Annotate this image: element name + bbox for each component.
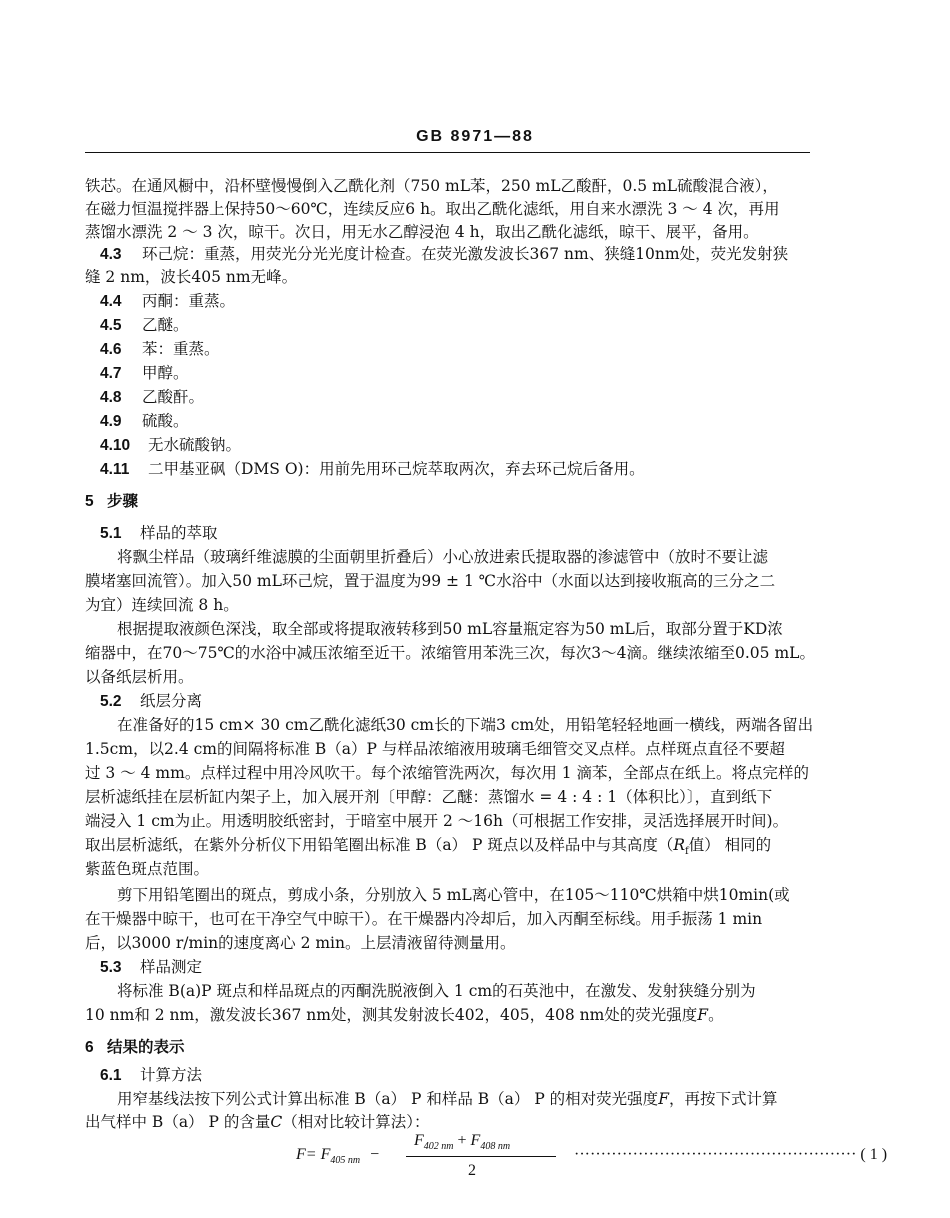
subsection-number: 6.1 xyxy=(100,1067,122,1084)
leader-dots: ····················································· xyxy=(574,1146,857,1163)
item-text: 无水硫酸钠。 xyxy=(148,436,242,454)
section-title: 结果的表示 xyxy=(107,1038,185,1056)
item-text: 环己烷：重蒸，用荧光分光光度计检查。在荧光激发波长367 nm、狭缝10nm处，荧光发射狭 xyxy=(142,245,789,263)
text-run: 出气样中 B（a） P 的含量 xyxy=(85,1113,271,1131)
subsection-6-1-heading xyxy=(100,1064,202,1087)
header-divider xyxy=(85,152,810,153)
item-number: 4.11 xyxy=(100,461,130,478)
paragraph-line: 层析滤纸挂在层析缸内架子上，加入展开剂〔甲醇：乙醚：蒸馏水 = 4 : 4 : 1（体积比）〕，直到纸下 xyxy=(85,788,773,806)
text-run: 10 nm和 2 nm，激发波长367 nm处，测其发射波长402，405，408 nm处的荧光强度 xyxy=(85,1006,698,1024)
item-4-7 xyxy=(100,362,189,385)
formula-subscript: 408 nm xyxy=(480,1141,511,1153)
item-number: 4.9 xyxy=(100,413,122,430)
formula-symbol: F xyxy=(470,1132,481,1149)
paragraph-line: 紫蓝色斑点范围。 xyxy=(85,860,210,878)
section-number: 6 xyxy=(85,1039,94,1056)
section-6-heading xyxy=(85,1036,185,1059)
formula-lhs xyxy=(296,1146,379,1166)
item-number: 4.4 xyxy=(100,293,122,310)
subsection-title: 样品测定 xyxy=(140,958,203,976)
subsection-5-2-heading xyxy=(100,690,202,713)
item-number: 4.5 xyxy=(100,317,122,334)
item-number: 4.3 xyxy=(100,246,122,263)
formula-subscript: 405 nm xyxy=(330,1155,361,1167)
item-4-10 xyxy=(100,434,241,457)
item-number: 4.10 xyxy=(100,437,131,454)
section-title: 步骤 xyxy=(107,492,139,510)
subsection-title: 样品的萃取 xyxy=(140,524,218,542)
paragraph-line: 在磁力恒温搅拌器上保持50～60℃，连续反应6 h。取出乙酰化滤纸，用自来水漂洗 3 ～ 4 次，再用 xyxy=(85,200,780,218)
item-4-8 xyxy=(100,386,204,409)
item-4-4 xyxy=(100,290,235,313)
text-run: 。 xyxy=(708,1006,724,1024)
page-header-standard-code: GB 8971—88 xyxy=(416,128,534,145)
text-run: 取出层析滤纸，在紫外分析仪下用铅笔圈出标准 B（a） P 斑点以及样品中与其高度（ xyxy=(85,836,674,854)
paragraph-line: 铁芯。在通风橱中，沿杯壁慢慢倒入乙酰化剂（750 mL苯，250 mL乙酸酐，0.5 mL硫酸混合液）， xyxy=(85,177,778,195)
paragraph-line: 过 3 ～ 4 mm。点样过程中用冷风吹干。每个浓缩管洗两次，每次用 1 滴苯，全部点在纸上。将点完样的 xyxy=(85,764,810,782)
item-text: 乙酸酐。 xyxy=(142,388,205,406)
subsection-title: 纸层分离 xyxy=(140,692,203,710)
item-text: 丙酮：重蒸。 xyxy=(142,292,236,310)
item-4-11 xyxy=(100,458,645,481)
paragraph-line: 将飘尘样品（玻璃纤维滤膜的尘面朝里折叠后）小心放进索氏提取器的渗滤管中（放时不要让滤 xyxy=(117,548,769,566)
item-text: 甲醇。 xyxy=(142,364,189,382)
paragraph-line: 在干燥器中晾干，也可在干净空气中晾干）。在干燥器内冷却后，加入丙酮至标线。用手振荡 1 min xyxy=(85,910,763,928)
text-run: 值） 相同的 xyxy=(688,836,772,854)
formula-symbol: F= F xyxy=(296,1146,331,1163)
section-5-heading xyxy=(85,490,138,513)
formula-1 xyxy=(296,1132,888,1192)
item-4-5 xyxy=(100,314,189,337)
text-run: ，再按下式计算 xyxy=(668,1090,778,1108)
paragraph-line: 缩器中，在70～75℃的水浴中减压浓缩至近干。浓缩管用苯洗三次，每次3～4滴。继续浓缩至0.05 mL。 xyxy=(85,644,815,662)
paragraph-line: 剪下用铅笔圈出的斑点，剪成小条，分别放入 5 mL离心管中，在105～110℃烘箱中烘10min(或 xyxy=(117,886,790,904)
formula-minus: − xyxy=(370,1146,380,1163)
item-number: 4.8 xyxy=(100,389,122,406)
item-number: 4.6 xyxy=(100,341,122,358)
math-subscript: f xyxy=(685,846,689,858)
item-number: 4.7 xyxy=(100,365,122,382)
subsection-number: 5.3 xyxy=(100,959,122,976)
subsection-title: 计算方法 xyxy=(140,1066,203,1084)
paragraph-line: 1.5cm，以2.4 cm的间隔将标准 B（a）P 与样品浓缩液用玻璃毛细管交叉点样。点样斑点直径不要超 xyxy=(85,740,785,758)
paragraph-line: 在准备好的15 cm× 30 cm乙酰化滤纸30 cm长的下端3 cm处，用铅笔轻轻地画一横线，两端各留出 xyxy=(117,716,814,734)
paragraph-line: 以备纸层析用。 xyxy=(85,668,194,686)
section-number: 5 xyxy=(85,493,94,510)
math-symbol: R xyxy=(673,836,686,854)
paragraph-line xyxy=(117,1088,777,1110)
formula-symbol: F xyxy=(414,1132,424,1149)
item-4-9 xyxy=(100,410,189,433)
subsection-5-3-heading xyxy=(100,956,202,979)
formula-subscript: 402 nm xyxy=(423,1141,454,1153)
paragraph-line: 根据提取液颜色深浅，取全部或将提取液转移到50 mL容量瓶定容为50 mL后，取部分置于KD浓 xyxy=(117,620,783,638)
paragraph-line: 为宜）连续回流 8 h。 xyxy=(85,596,239,614)
item-text: 乙醚。 xyxy=(142,316,189,334)
formula-plus: + xyxy=(453,1132,471,1149)
formula-numerator xyxy=(414,1132,510,1152)
formula-denominator: 2 xyxy=(468,1162,476,1179)
math-symbol: C xyxy=(270,1113,283,1131)
paragraph-line: 将标准 B(a)P 斑点和样品斑点的丙酮洗脱液倒入 1 cm的石英池中，在激发、发射狭缝分别为 xyxy=(117,982,756,1000)
paragraph-line: 膜堵塞回流管）。加入50 mL环己烷，置于温度为99 ± 1 ℃水浴中（水面以达到接收瓶高的三分之二 xyxy=(85,572,776,590)
paragraph-line: 端浸入 1 cm为止。用透明胶纸密封，于暗室中展开 2 ～16h（可根据工作安排，灵活选择展开时间)。 xyxy=(85,812,789,830)
paragraph-line xyxy=(85,1111,429,1133)
item-4-6 xyxy=(100,338,220,361)
text-run: （相对比较计算法）： xyxy=(282,1113,430,1131)
item-4-3 xyxy=(100,243,788,266)
paragraph-line: 缝 2 nm，波长405 nm无峰。 xyxy=(85,268,298,286)
math-symbol: F xyxy=(658,1090,669,1108)
item-text: 硫酸。 xyxy=(142,412,189,430)
subsection-5-1-heading xyxy=(100,522,218,545)
paragraph-line: 蒸馏水漂洗 2 ～ 3 次，晾干。次日，用无水乙醇浸泡 4 h，取出乙酰化滤纸，晾干、展平，备用。 xyxy=(85,223,759,241)
formula-label: ( 1 ) xyxy=(860,1146,888,1163)
fraction-bar xyxy=(406,1156,556,1157)
paragraph-line xyxy=(85,1004,724,1026)
paragraph-line: 后，以3000 r/min的速度离心 2 min。上层清液留待测量用。 xyxy=(85,934,516,952)
math-symbol: F xyxy=(697,1006,709,1024)
item-text: 苯：重蒸。 xyxy=(142,340,220,358)
item-text: 二甲基亚砜（DMS O)：用前先用环己烷萃取两次，弃去环己烷后备用。 xyxy=(148,460,645,478)
text-run: 用窄基线法按下列公式计算出标准 B（a） P 和样品 B（a） P 的相对荧光强度 xyxy=(117,1090,659,1108)
formula-leader-dots xyxy=(574,1146,887,1164)
subsection-number: 5.2 xyxy=(100,693,122,710)
subsection-number: 5.1 xyxy=(100,525,122,542)
